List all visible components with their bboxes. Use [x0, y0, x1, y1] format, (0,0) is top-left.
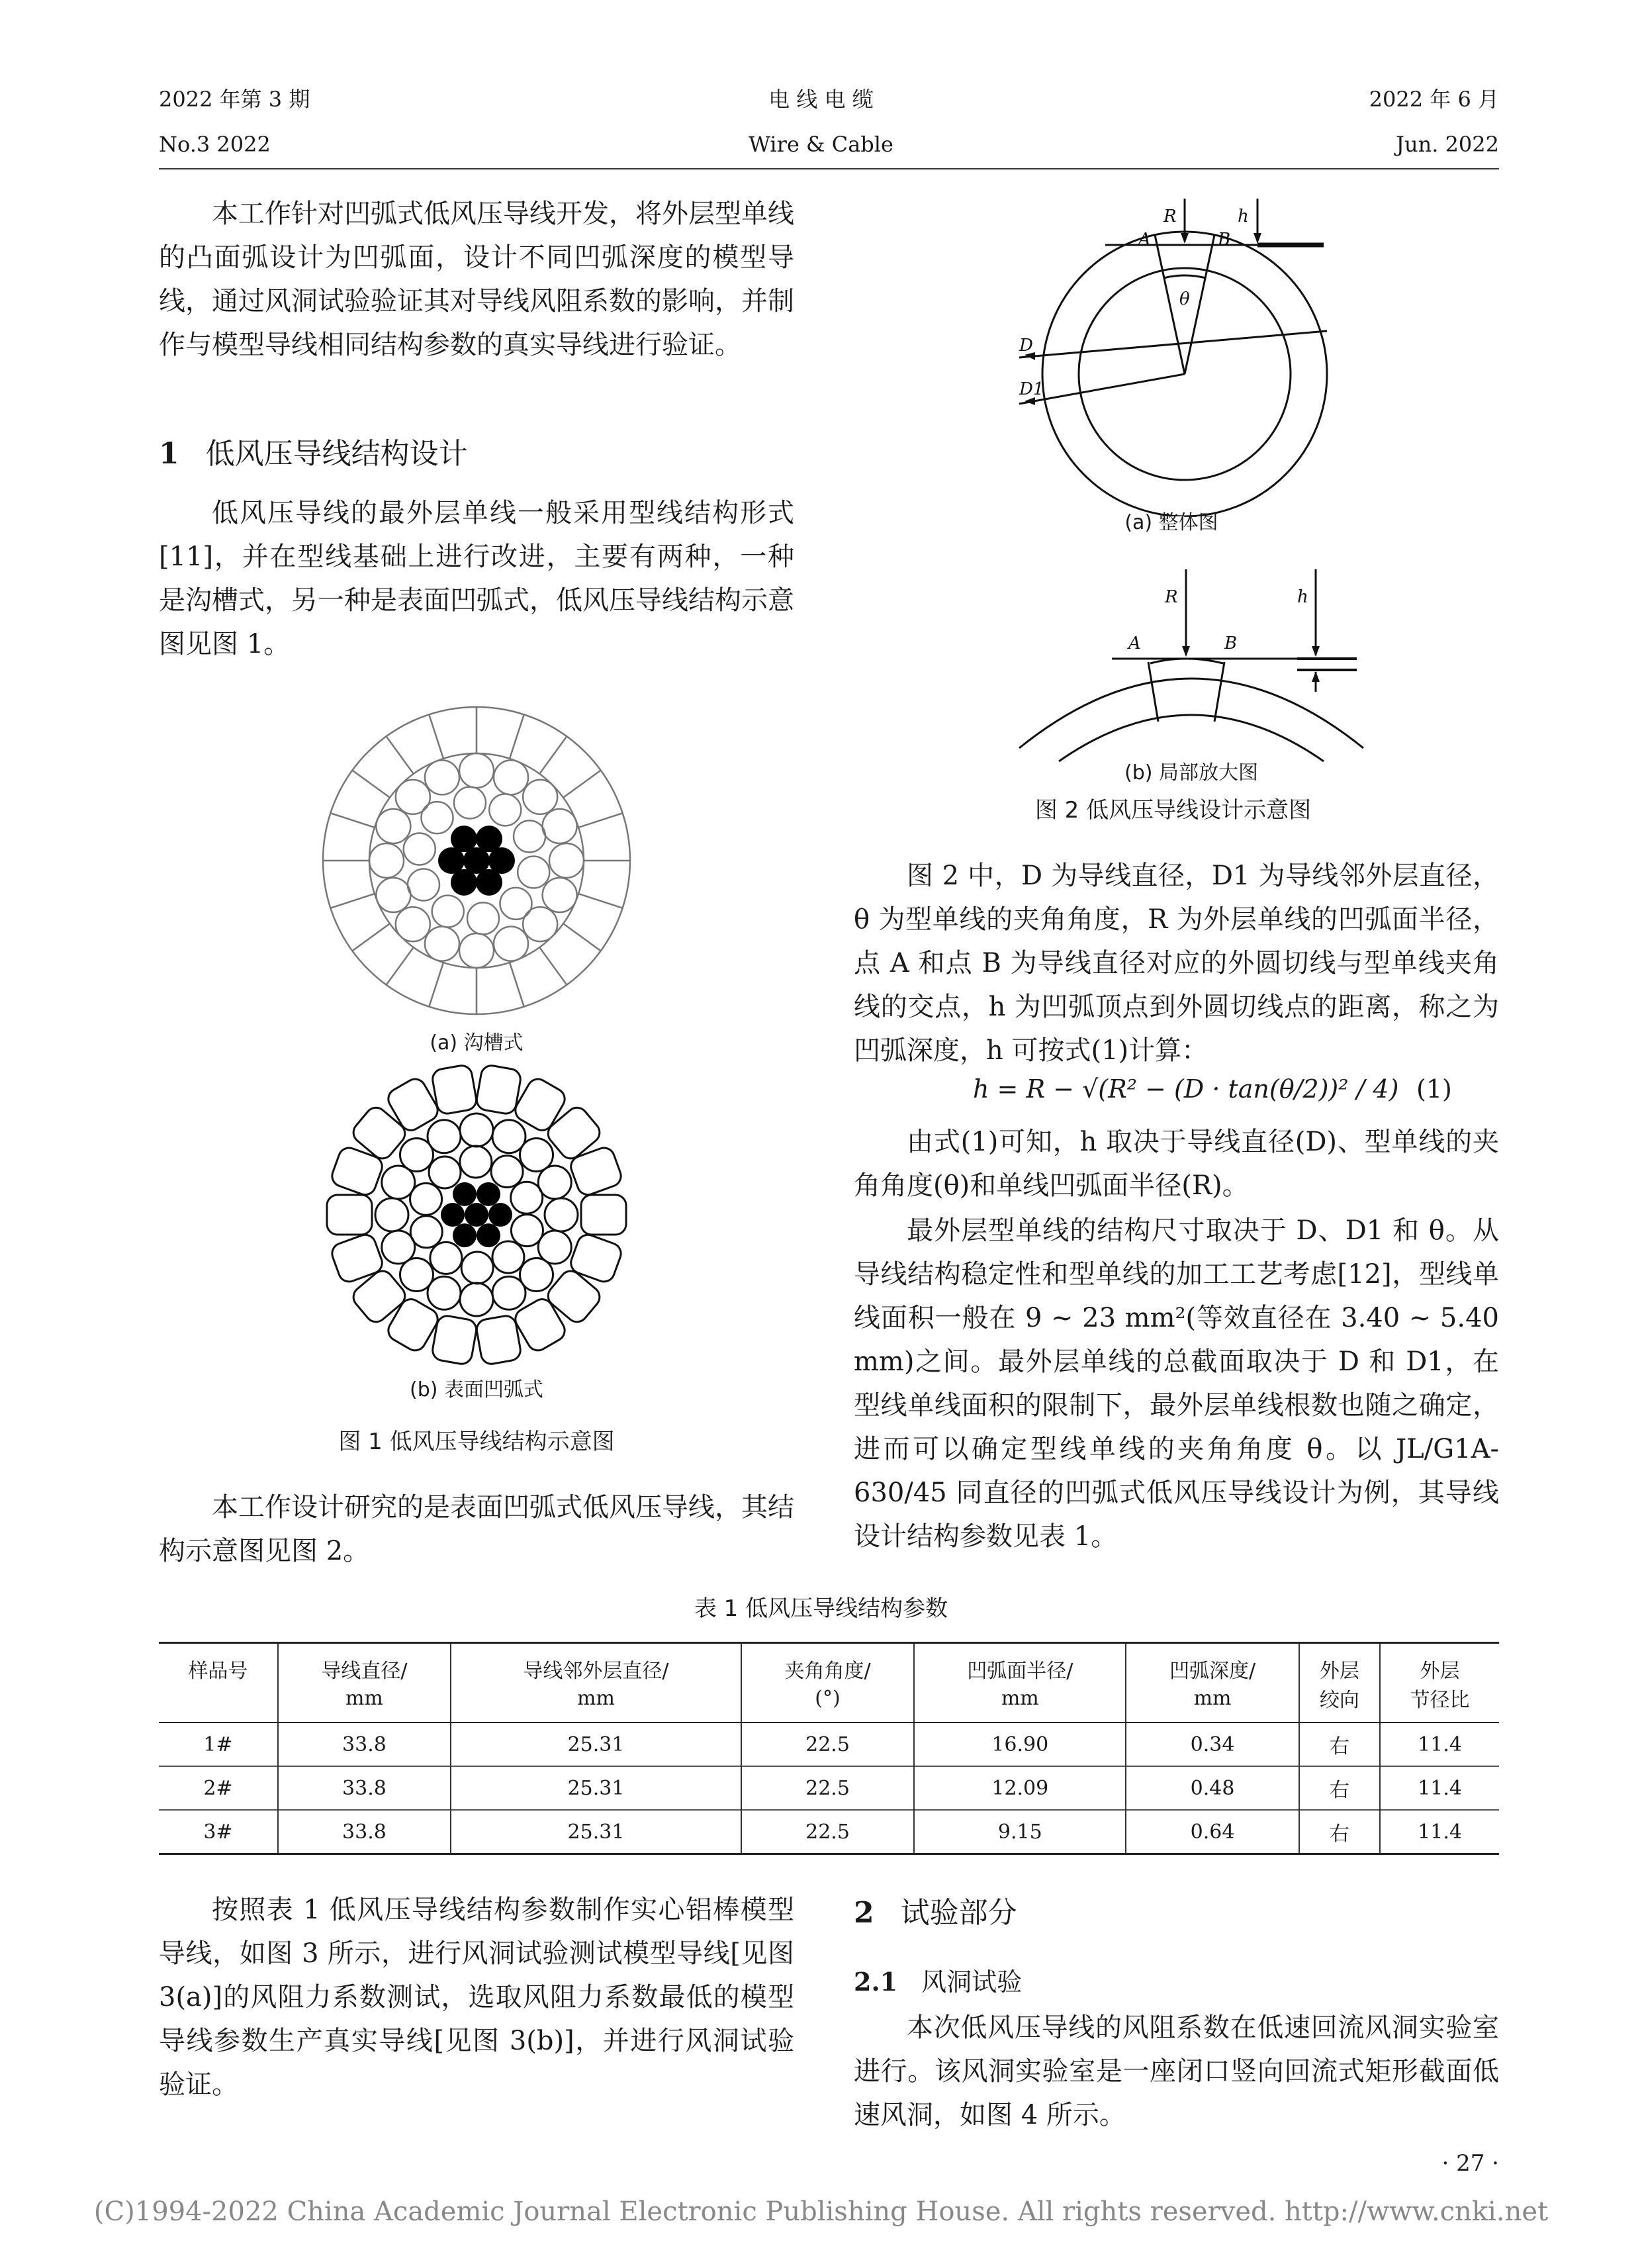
label-A: A [1138, 230, 1151, 250]
table-row [159, 1810, 1499, 1854]
cell: 右 [1299, 1766, 1381, 1810]
figure-2b-caption: (b) 局部放大图 [1124, 761, 1258, 784]
figure-2b-detail-diagram [1006, 549, 1377, 768]
table-row [159, 1723, 1499, 1766]
table-unit: 节径比 [1380, 1683, 1499, 1723]
right-paragraph-2: 由式(1)可知，h 取决于导线直径(D)、型单线的夹角角度(θ)和单线凹弧面半径(R)。 [854, 1127, 1499, 1201]
section-1-paragraph: 低风压导线的最外层单线一般采用型线结构形式[11]，并在型线基础上进行改进，主要有两种，一种是沟槽式，另一种是表面凹弧式，低风压导线结构示意图见图 1。 [159, 498, 794, 659]
cell: 11.4 [1380, 1810, 1499, 1854]
cell: 33.8 [278, 1766, 451, 1810]
label-R-detail: R [1165, 587, 1178, 607]
label-h-detail: h [1297, 587, 1308, 607]
figure-1a-caption: (a) 沟槽式 [430, 1031, 524, 1055]
equation-number: (1) [1416, 1074, 1452, 1104]
cell: 1# [159, 1723, 278, 1766]
table-header: 样品号 [159, 1643, 278, 1684]
figure-1b-concave-conductor [324, 1063, 629, 1367]
equation-1: h = R − √(R² − (D · tan(θ/2))² / 4) [973, 1074, 1399, 1104]
cell: 11.4 [1380, 1766, 1499, 1810]
table-header: 凹弧深度/ [1126, 1643, 1299, 1684]
header-rule [159, 168, 1499, 169]
section-2-heading [854, 1893, 1017, 1933]
table-unit [159, 1683, 278, 1723]
page-number: · 27 · [1441, 2150, 1499, 2177]
copyright-footer: (C)1994-2022 China Academic Journal Electronic Publishing House. All rights reserved. http://www.cnki.net [93, 2197, 1549, 2227]
section-number: 2 [854, 1896, 874, 1930]
label-R: R [1163, 207, 1177, 226]
header-date-en: Jun. 2022 [1396, 132, 1499, 157]
right-paragraph-1: 图 2 中，D 为导线直径，D1 为导线邻外层直径，θ 为型单线的夹角角度，R 为外层单线的凹弧面半径，点 A 和点 B 为导线直径对应的外圆切线与型单线夹角线的交点，h 为凹弧顶点到外圆切线点的距离，称之为凹弧深度，h 可按式(1)计算： [854, 861, 1499, 1066]
label-h: h [1238, 207, 1249, 226]
figure-1a-grooved-conductor [318, 702, 635, 1019]
figure-2a-overall-diagram [1006, 185, 1337, 516]
figure-2-caption: 图 2 低风压导线设计示意图 [1034, 797, 1312, 824]
cell: 9.15 [914, 1810, 1126, 1854]
label-B: B [1218, 230, 1231, 250]
cell: 16.90 [914, 1723, 1126, 1766]
label-theta: θ [1179, 289, 1190, 309]
table-unit: mm [451, 1683, 741, 1723]
section-number: 1 [159, 437, 179, 471]
cell: 33.8 [278, 1723, 451, 1766]
figure-1b-caption: (b) 表面凹弧式 [410, 1378, 543, 1401]
table-unit: (°) [741, 1683, 914, 1723]
cell: 0.34 [1126, 1723, 1299, 1766]
table-header: 凹弧面半径/ [914, 1643, 1126, 1684]
label-A-detail: A [1128, 634, 1141, 653]
figure-2a-caption: (a) 整体图 [1124, 511, 1218, 534]
cell: 0.64 [1126, 1810, 1299, 1854]
bottom-left-paragraph: 按照表 1 低风压导线结构参数制作实心铝棒模型导线，如图 3 所示，进行风洞试验测试模型导线[见图 3(a)]的风阻力系数测试，选取风阻力系数最低的模型导线参数生产真实导线[见图 3(b)]，并进行风洞试验验证。 [159, 1895, 794, 2100]
cell: 2# [159, 1766, 278, 1810]
intro-paragraph: 本工作针对凹弧式低风压导线开发，将外层型单线的凸面弧设计为凹弧面，设计不同凹弧深度的模型导线，通过风洞试验验证其对导线风阻系数的影响，并制作与模型导线相同结构参数的真实导线进行验证。 [159, 199, 794, 360]
cell: 22.5 [741, 1723, 914, 1766]
cell: 3# [159, 1810, 278, 1854]
journal-title: 电 线 电 缆 [768, 87, 874, 112]
table-unit: mm [1126, 1683, 1299, 1723]
table-unit: mm [278, 1683, 451, 1723]
header-issue: 2022 年第 3 期 [159, 87, 310, 112]
cell: 25.31 [451, 1766, 741, 1810]
label-B-detail: B [1224, 634, 1238, 653]
section-title: 风洞试验 [921, 1967, 1023, 1997]
journal-title-en: Wire & Cable [749, 132, 893, 157]
cell: 0.48 [1126, 1766, 1299, 1810]
table-1-caption: 表 1 低风压导线结构参数 [694, 1595, 948, 1622]
cell: 右 [1299, 1810, 1381, 1854]
section-title: 试验部分 [900, 1896, 1017, 1930]
cell: 11.4 [1380, 1723, 1499, 1766]
table-header: 导线直径/ [278, 1643, 451, 1684]
figure-1-caption: 图 1 低风压导线结构示意图 [338, 1429, 615, 1455]
table-1 [159, 1642, 1499, 1855]
cell: 12.09 [914, 1766, 1126, 1810]
cell: 33.8 [278, 1810, 451, 1854]
table-header: 夹角角度/ [741, 1643, 914, 1684]
section-number: 2.1 [854, 1967, 898, 1997]
cell: 右 [1299, 1723, 1381, 1766]
header-date: 2022 年 6 月 [1369, 87, 1499, 112]
cell: 22.5 [741, 1810, 914, 1854]
cell: 25.31 [451, 1723, 741, 1766]
section-2-1-heading [854, 1963, 1022, 2001]
label-D1: D1 [1019, 379, 1044, 399]
table-unit: mm [914, 1683, 1126, 1723]
header-issue-en: No.3 2022 [159, 132, 271, 157]
table-header: 外层 [1380, 1643, 1499, 1684]
table-header: 外层 [1299, 1643, 1381, 1684]
table-header: 导线邻外层直径/ [451, 1643, 741, 1684]
section-title: 低风压导线结构设计 [205, 437, 468, 471]
cell: 25.31 [451, 1810, 741, 1854]
section-1-heading [159, 434, 468, 474]
section-2-1-paragraph: 本次低风压导线的风阻系数在低速回流风洞实验室进行。该风洞实验室是一座闭口竖向回流式矩形截面低速风洞，如图 4 所示。 [854, 2012, 1499, 2130]
cell: 22.5 [741, 1766, 914, 1810]
right-paragraph-3: 最外层型单线的结构尺寸取决于 D、D1 和 θ。从导线结构稳定性和型单线的加工工艺考虑[12]，型线单线面积一般在 9 ~ 23 mm²(等效直径在 3.40 ~ 5.40 mm)之间。最外层单线的总截面取决于 D 和 D1，在型线单线面积的限制下，最外层单线根数也随之确定，进而可以确定型线单线的夹角角度 θ。以 JL/G1A-630/45 同直径的凹弧式低风压导线设计为例，其导线设计结构参数见表 1。 [854, 1215, 1499, 1552]
table-unit: 绞向 [1299, 1683, 1381, 1723]
label-D: D [1019, 336, 1033, 355]
after-figure-1-paragraph: 本工作设计研究的是表面凹弧式低风压导线，其结构示意图见图 2。 [159, 1492, 794, 1566]
table-row [159, 1766, 1499, 1810]
